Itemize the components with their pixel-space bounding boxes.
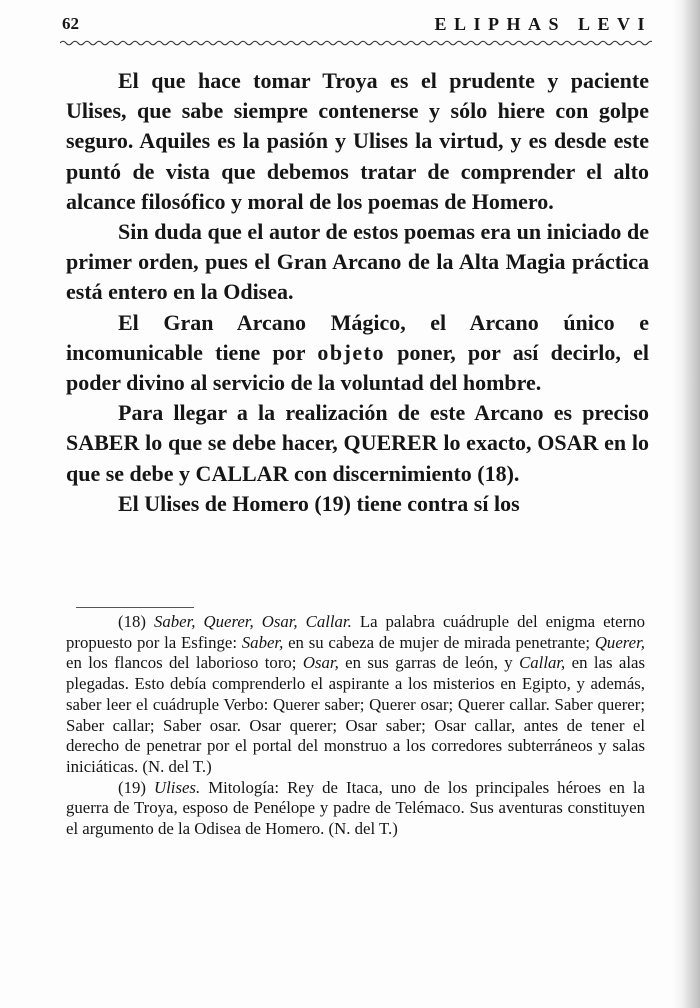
footnote-18-title: Saber, Querer, Osar, Callar. — [153, 612, 352, 631]
footnote-18-word-saber: Saber, — [241, 632, 284, 652]
paragraph-3-part-a: El Gran Arcano Mágico, el Arcano único e incomunicable tiene por — [66, 309, 649, 365]
paragraph-2: Sin duda que el autor de estos poemas era un iniciado de primer orden, pues el Gran Arcano de la Alta Magia práctica está entero en la Odisea. — [66, 219, 649, 305]
footnote-18-word-callar: Callar, — [519, 653, 566, 673]
paragraph-3-spaced-word: objeto — [317, 339, 386, 365]
paragraph-1: El que hace tomar Troya es el prudente y paciente Ulises, que sabe siempre contenerse y sólo hiere con golpe seguro. Aquiles es la pasión y Ulises la virtud, y es desde este puntó de vista que debemos tratar de comprender el alto alcance filosófico y moral de los poemas de Homero. — [66, 68, 649, 214]
page-number: 62 — [62, 14, 79, 33]
paragraph-4: Para llegar a la realización de este Arcano es preciso SABER lo que se debe hacer, QUERER lo exacto, OSAR en lo que se debe y CALLAR con discernimiento (18). — [66, 400, 649, 486]
footnote-18-word-querer: Querer, — [594, 632, 645, 652]
footnote-19-text: Mitología: Rey de Itaca, uno de los principales héroes en la guerra de Troya, esposo de Penélope y padre de Telémaco. Sus aventuras constituyen el argumento de la Odisea de Homero. (N. del T.) — [66, 777, 645, 839]
running-head: ELIPHAS LEVI — [434, 14, 652, 34]
page-header — [62, 14, 652, 38]
footnote-19-number: (19) — [118, 777, 154, 797]
footnote-18-number: (18) — [118, 612, 154, 631]
footnote-19-title: Ulises. — [154, 777, 201, 797]
footnote-18-text-3: en los flancos del laborioso toro; — [66, 653, 303, 673]
footnote-18-text-2: en su cabeza de mujer de mirada penetrante; — [283, 632, 595, 652]
footnote-18-text-5: en las alas plegadas. Esto debía comprenderlo el aspirante a los misterios en Egipto, y además, saber leer el cuádruple Verbo: Querer saber; Querer osar; Querer callar. Saber querer; Saber callar; Saber osar. Osar querer; Osar saber; Osar callar, antes de tener el derecho de penetrar por el portal del monstruo a los corredores subterráneos y salas iniciáticas. (N. del T.) — [66, 653, 645, 776]
footnote-18-text-4: en sus garras de león, y — [338, 653, 520, 673]
paragraph-5: El Ulises de Homero (19) tiene contra sí los — [118, 490, 520, 516]
footnote-19 — [66, 778, 645, 840]
page-binding-shadow — [670, 0, 700, 1008]
footnote-separator — [76, 607, 194, 608]
footnote-18-text-1: La palabra cuádruple del enigma eterno propuesto por la Esfinge: — [66, 612, 645, 652]
paragraph-3-part-b: poner, por así decirlo, el poder divino al servicio de la voluntad del hombre. — [66, 339, 649, 396]
paragraph-3 — [66, 308, 649, 399]
footnote-18 — [66, 612, 645, 778]
footnote-18-word-osar: Osar, — [302, 653, 339, 673]
decorative-wavy-rule — [60, 39, 652, 47]
main-text — [66, 66, 649, 519]
footnotes — [66, 612, 645, 840]
